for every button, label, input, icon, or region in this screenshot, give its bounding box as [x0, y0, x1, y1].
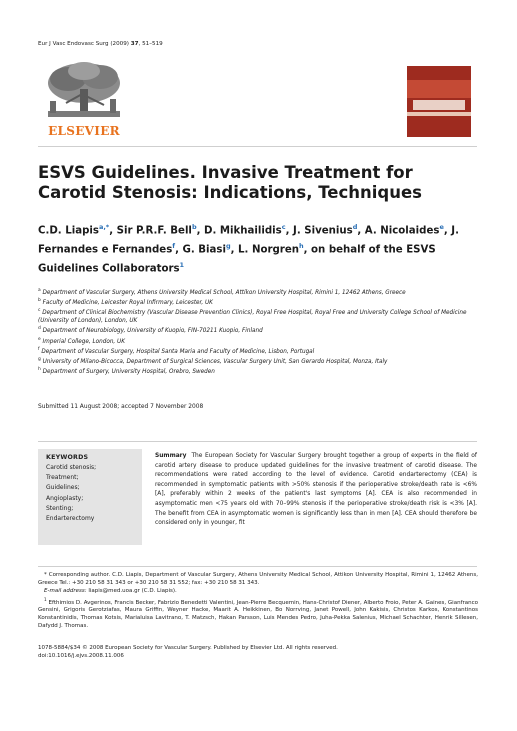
cover-panel — [413, 100, 465, 110]
summary-text: The European Society for Vascular Surgery brought together a group of experts in the field of carotid artery disease to produce updated guidelines for the invasive treatment of carotid disease. The recommendations were rated according to the level of evidence. Carotid endarterectomy (CEA) is recommended in symptomatic patients with >50% stenosis if the perioperative stroke/death rate is <6% [A], preferably within 2 weeks of the patient's last symptoms [A]. CEA is also recommended in asymptomatic men <75 years old with 70–99% stenosis if the perioperative stroke/death risk is <3% [A]. The benefit from CEA in asymptomatic women is significantly less than in men [A]. CEA should therefore be considered only in younger, fit — [155, 453, 477, 527]
journal-cover-thumbnail — [407, 66, 471, 137]
affiliation-marker[interactable]: b — [191, 223, 197, 231]
journal-volume: 37 — [130, 41, 139, 47]
affiliation-marker[interactable]: h — [299, 241, 304, 250]
affiliation-item: $^c$ Department of Clinical Biochemistry (Vascular Disease Prevention Clinics), Royal Free Hospital, Royal Free and University College School of Medicine (University of London), London, UK — [38, 308, 467, 325]
affiliation-item: $^f$ Department of Vascular Surgery, Hospital Santa Maria and Faculty of Medicine, Lisbon, Portugal — [38, 346, 315, 355]
keyword-item: Treatment; — [46, 474, 79, 482]
affiliation-list — [38, 287, 478, 376]
email-note: E-mail address: liapis@med.uoa.gr (C.D. Liapis). — [44, 587, 177, 594]
affiliation-marker[interactable]: d — [352, 223, 358, 231]
keyword-item: Endarterectomy — [46, 515, 95, 523]
journal-reference: Eur J Vasc Endovasc Surg (2009) 37, 51–519 — [38, 41, 163, 47]
affiliation-marker[interactable]: c — [281, 223, 286, 231]
submission-dates: Submitted 11 August 2008; accepted 7 November 2008 — [38, 404, 204, 410]
keyword-item: Carotid stenosis; — [46, 464, 97, 471]
affiliation-item: $^e$ Imperial College, London, UK — [38, 336, 125, 345]
affiliation-item: $^a$ Department of Vascular Surgery, Athens University Medical School, Attikon University Hospital, Rimini 1, 12462 Athens, Greece — [38, 288, 406, 296]
email-link[interactable]: liapis@med.uoa.gr — [88, 587, 140, 594]
keyword-item: Guidelines; — [46, 484, 80, 492]
summary-label: Summary — [155, 453, 187, 459]
footnotes — [38, 572, 478, 631]
affiliation-marker[interactable]: a,* — [98, 223, 110, 231]
footnote-rule — [38, 566, 477, 567]
doi-line[interactable]: doi:10.1016/j.ejvs.2008.11.006 — [38, 653, 124, 660]
keywords-heading: KEYWORDS — [46, 454, 89, 461]
affiliation-item: $^h$ Department of Surgery, University Hospital, Orebro, Sweden — [38, 366, 215, 375]
affiliation-item: $^b$ Faculty of Medicine, Leicester Royal Infirmary, Leicester, UK — [38, 298, 213, 306]
publisher-name: ELSEVIER — [48, 124, 120, 138]
affiliation-marker[interactable]: e — [439, 223, 444, 231]
keywords-box — [38, 449, 142, 545]
author-list: C.D. Liapis$^{a,*}$, Sir P.R.F. Bell$^b$, D. Mikhailidis$^c$, J. Sivenius$^d$, A. Nicolaides$^e$, J. Fernandes e Fernandes$^f$, G. Biasi$^g$, L. Norgren$^h$, on behalf of the ESVS Guidelines Collaborators$^1$ — [38, 223, 459, 275]
article-title: ESVS Guidelines. Invasive Treatment for Carotid Stenosis: Indications, Techniques — [38, 163, 422, 202]
copyright-block — [38, 644, 478, 660]
cover-stripe — [407, 80, 471, 98]
affiliation-item: $^g$ University of Milano-Bicocca, Department of Surgical Sciences, Vascular Surgery Unit, San Gerardo Hospital, Monza, Italy — [38, 356, 388, 365]
elsevier-tree-logo — [38, 59, 130, 131]
collaborators-note: $^1$ Efthimios D. Avgerinos, Francis Becker, Fabrizio Benedetti Valentini, Jean-Pierre Becquemin, Hans-Christof Diener, Alberto Froio, Peter A. Gaines, Gianfranco Gensini, Grigoris Gerotziafas, Maura Griffin, Weyner Hacke, Maarit A. Heikkinen, Bo Norrving, Janet Powell, John Kakisis, Christos Karkos, Konstantinos Konstantinidis, Thomas Kotsis, Marialuisa Lavitrano, T. Matzsch, Hakan Parsson, Luis Mendes Pedro, Juha-Pekka Salenius, Michael Schachter, Henrik Sillesen, Dafydd J. Thomas. — [38, 596, 479, 630]
affiliation-marker[interactable]: f — [172, 241, 176, 250]
affiliation-marker[interactable]: 1 — [179, 260, 185, 269]
keyword-item: Angioplasty; — [46, 494, 84, 502]
cover-band — [407, 112, 471, 116]
affiliation-marker[interactable]: g — [225, 241, 231, 250]
abstract-summary — [155, 452, 477, 529]
keywords-list — [46, 463, 96, 524]
corresponding-author-note: * Corresponding author. C.D. Liapis, Department of Vascular Surgery, Athens University Medical School, Attikon University Hospital, Rimini 1, 12462 Athens, Greece Tel.: +30 210 58 31 343 or +30 210 58 31 552; fax: +30 210 58 31 343. — [38, 572, 478, 586]
affiliation-item: $^d$ Department of Neurobiology, University of Kuopio, FIN-70211 Kuopio, Finland — [38, 326, 263, 335]
header-rule — [38, 146, 477, 147]
keyword-item: Stenting; — [46, 504, 74, 512]
copyright-line: 1078-5884/$34 © 2008 European Society for Vascular Surgery. Published by Elsevier Ltd. All rights reserved. — [38, 645, 338, 651]
abstract-top-rule — [38, 441, 477, 442]
